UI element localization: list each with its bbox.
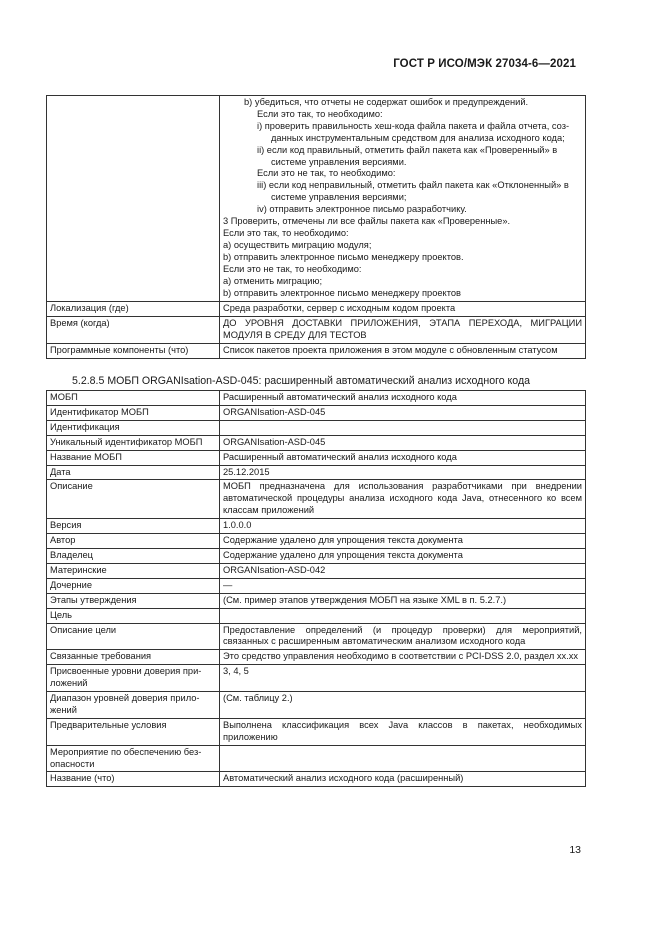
table-row (47, 534, 586, 549)
procedure-line: Если это так, то необходимо: (223, 227, 349, 238)
row-value: (См. таблицу 2.) (220, 692, 586, 719)
row-value: Автоматический анализ исходного кода (расширенный) (220, 772, 586, 787)
table-row (47, 316, 586, 343)
row-label: Идентификация (47, 420, 220, 435)
table-row (47, 593, 586, 608)
row-label: Диапазон уровней доверия прило- жений (47, 692, 220, 719)
table-row (47, 650, 586, 665)
row-label: Связанные требования (47, 650, 220, 665)
table-row (47, 465, 586, 480)
row-label: МОБП (47, 391, 220, 406)
row-value: Выполнена классификация всех Java классов в пакетах, необходимых приложению (220, 718, 586, 745)
table-row (47, 96, 586, 302)
procedure-line: b) отправить электронное письмо менеджеру проектов. (223, 251, 464, 262)
procedure-table (46, 95, 586, 359)
procedure-line: данных инструментальным средством для анализа исходного кода; (271, 132, 565, 143)
row-label: Название (что) (47, 772, 220, 787)
procedure-line: системе управления версиями. (271, 156, 407, 167)
procedure-line: i) проверить правильность хеш-кода файла пакета и файла отчета, соз- (257, 120, 570, 131)
row-label: Локализация (где) (47, 302, 220, 317)
section-title: 5.2.8.5 МОБП ORGANIsation-ASD-045: расширенный автоматический анализ исходного кода (72, 375, 531, 387)
table-row (47, 548, 586, 563)
row-value: ДО УРОВНЯ ДОСТАВКИ ПРИЛОЖЕНИЯ, ЭТАПА ПЕРЕХОДА, МИГРАЦИИ МОДУЛЯ В СРЕДУ ДЛЯ ТЕСТОВ (220, 316, 586, 343)
row-value: ORGANIsation-ASD-042 (220, 563, 586, 578)
table-row (47, 391, 586, 406)
procedure-line: 3 Проверить, отмечены ли все файлы пакета как «Проверенные». (223, 216, 511, 227)
procedure-line: Если это так, то необходимо: (257, 108, 383, 119)
row-value: Расширенный автоматический анализ исходного кода (220, 450, 586, 465)
procedure-line: iii) если код неправильный, отметить файл пакета как «Отклоненный» в (257, 180, 569, 191)
row-label: Уникальный идентификатор МОБП (47, 435, 220, 450)
table-row (47, 563, 586, 578)
table-row (47, 435, 586, 450)
row-label: Дочерние (47, 578, 220, 593)
table-row (47, 623, 586, 650)
table-row (47, 608, 586, 623)
procedure-line: Если это не так, то необходимо: (257, 168, 396, 179)
table-row (47, 343, 586, 358)
row-label: Материнские (47, 563, 220, 578)
row-value: Содержание удалено для упрощения текста документа (220, 548, 586, 563)
row-label: Предварительные условия (47, 718, 220, 745)
table-row (47, 718, 586, 745)
row-label: Автор (47, 534, 220, 549)
row-value: 3, 4, 5 (220, 665, 586, 692)
procedure-steps-cell (220, 96, 586, 302)
row-value: — (220, 578, 586, 593)
row-label: Мероприятие по обеспечению без- опасности (47, 745, 220, 772)
row-value: (См. пример этапов утверждения МОБП на языке XML в п. 5.2.7.) (220, 593, 586, 608)
row-label: Этапы утверждения (47, 593, 220, 608)
table-row (47, 745, 586, 772)
row-value: 1.0.0.0 (220, 519, 586, 534)
procedure-line: b) отправить электронное письмо менеджеру проектов (223, 287, 461, 298)
procedure-line: ii) если код правильный, отметить файл пакета как «Проверенный» в (257, 144, 558, 155)
table-row (47, 405, 586, 420)
table-row (47, 302, 586, 317)
procedure-line: Если это не так, то необходимо: (223, 263, 362, 274)
row-label: Описание (47, 480, 220, 519)
row-value (220, 420, 586, 435)
row-label: Дата (47, 465, 220, 480)
row-value: ORGANIsation-ASD-045 (220, 435, 586, 450)
row-value: Среда разработки, сервер с исходным кодом проекта (220, 302, 586, 317)
procedure-line: а) осуществить миграцию модуля; (223, 239, 372, 250)
row-label: Описание цели (47, 623, 220, 650)
row-label: Присвоенные уровни доверия при- ложений (47, 665, 220, 692)
row-label: Владелец (47, 548, 220, 563)
table-row (47, 519, 586, 534)
table-row (47, 480, 586, 519)
row-label: Версия (47, 519, 220, 534)
document-header: ГОСТ Р ИСО/МЭК 27034-6—2021 (393, 58, 576, 70)
procedure-line: iv) отправить электронное письмо разработчику. (257, 204, 467, 215)
table-cell-empty (47, 96, 220, 302)
row-value: Предоставление определений (и процедур проверки) для мероприятий, связанных с расширенным автоматическим анализом исходного кода (220, 623, 586, 650)
table-row (47, 450, 586, 465)
row-value: Список пакетов проекта приложения в этом модуле с обновленным статусом (220, 343, 586, 358)
row-value: Это средство управления необходимо в соответствии с PCI-DSS 2.0, раздел xx.xx (220, 650, 586, 665)
procedure-line: системе управления версиями; (271, 192, 407, 203)
table-row (47, 665, 586, 692)
row-value: ORGANIsation-ASD-045 (220, 405, 586, 420)
row-value: Расширенный автоматический анализ исходного кода (220, 391, 586, 406)
row-label: Название МОБП (47, 450, 220, 465)
mobp-attributes-table (46, 390, 586, 787)
row-value: 25.12.2015 (220, 465, 586, 480)
table-row (47, 772, 586, 787)
table-row (47, 578, 586, 593)
row-value: Содержание удалено для упрощения текста документа (220, 534, 586, 549)
table-row (47, 692, 586, 719)
procedure-line: b) убедиться, что отчеты не содержат ошибок и предупреждений. (244, 97, 529, 107)
row-value (220, 745, 586, 772)
table-row (47, 420, 586, 435)
row-label: Идентификатор МОБП (47, 405, 220, 420)
procedure-line: а) отменить миграцию; (223, 275, 323, 286)
row-label: Время (когда) (47, 316, 220, 343)
row-label: Программные компоненты (что) (47, 343, 220, 358)
page-number: 13 (569, 844, 581, 856)
row-label: Цель (47, 608, 220, 623)
row-value (220, 608, 586, 623)
row-value: МОБП предназначена для использования разработчиками при внедрении автоматической процедуры анализа исходного кода Java, отнесенного ко всем классам приложений (220, 480, 586, 519)
